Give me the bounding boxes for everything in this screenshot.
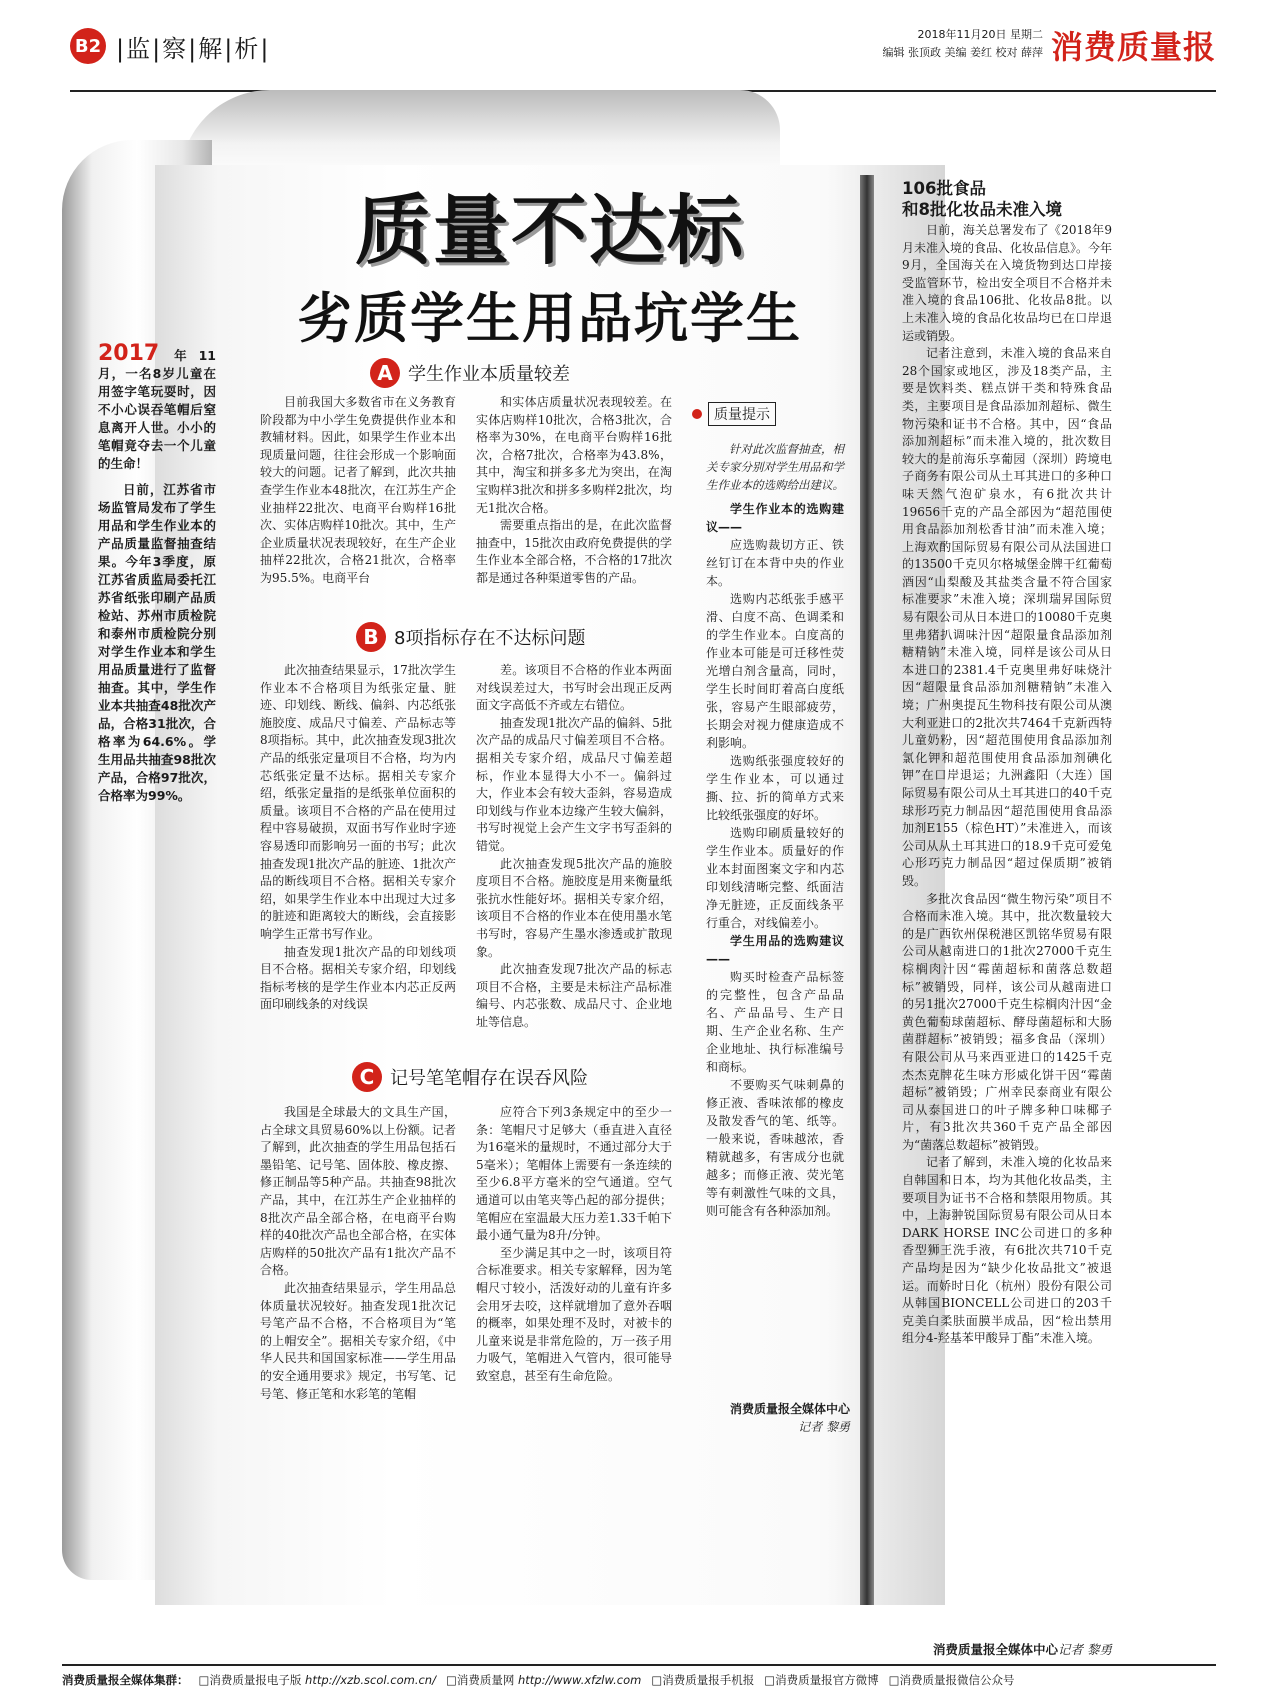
- section-c-col-1: [260, 1104, 456, 1403]
- section-b-text-4: 抽查发现1批次产品的偏斜、5批次产品的成品尺寸偏差项目不合格。据相关专家介绍，成品尺寸偏差超标，作业本显得大小不一。偏斜过大，作业本会有较大歪斜，容易造成印划线与作业本边缘产生较大偏斜，书写时视觉上会产生文字书写歪斜的错觉。: [476, 715, 672, 853]
- section-b-text-3: 差。该项目不合格的作业本两面对线误差过大，书写时会出现正反两面文字高低不齐或左右错位。: [476, 663, 672, 713]
- side-text-4: 记者了解到，未准入境的化妆品来自韩国和日本，均为其他化妆品类，主要项目为证书不合格和禁限用物质。其中，上海翀锐国际贸易有限公司从日本DARK HORSE INC公司进口的多种香型狮王洗手液，有6批次共710千克产品均是因为“缺少化妆品批文”被退运。而娇时日化（杭州）股份有限公司从韩国BIONCELL公司进口的203千克美白柔肤面膜半成品，因“检出禁用组分4-羟基苯甲酸异丁酯”未准入境。: [902, 1155, 1112, 1346]
- lead-paragraph-2: 日前，江苏省市场监管局发布了学生用品和学生作业本的产品质量监督抽查结果。今年3季度，原江苏省质监局委托江苏省纸张印刷产品质检站、苏州市质检院和泰州市质检院分别对学生作业本和学生用品质量进行了监督抽查。其中，学生作业本共抽查48批次产品，合格31批次，合格率为64.6%。学生用品共抽查98批次产品，合格97批次，合格率为99%。: [98, 482, 216, 803]
- tips-intro: 针对此次监督抽查，相关专家分别对学生用品和学生作业本的选购给出建议。: [706, 442, 844, 492]
- article-byline: [700, 1400, 850, 1436]
- section-c-heading: [352, 1062, 588, 1092]
- side-title-line-1: 106批食品: [902, 179, 986, 198]
- quality-tips-label: 质量提示: [708, 402, 776, 426]
- section-tag: [70, 28, 270, 64]
- section-b-badge: B: [356, 622, 386, 652]
- tips-text-3: 选购纸张强度较好的学生作业本，可以通过撕、拉、折的简单方式来比较纸张强度的好坏。: [706, 754, 844, 822]
- section-c-badge: C: [352, 1062, 382, 1092]
- tips-subhead-notebook: 学生作业本的选购建议——: [706, 502, 844, 534]
- footer-web-label: □消费质量网: [445, 1673, 515, 1687]
- section-a-title: 学生作业本质量较差: [408, 364, 570, 385]
- section-b-text-6: 此次抽查发现7批次产品的标志项目不合格，主要是未标注产品标准编号、内芯张数、成品尺寸、企业地址等信息。: [476, 962, 672, 1029]
- lead-year: 2017: [98, 341, 160, 366]
- tips-text-4: 选购印刷质量较好的学生作业本。质量好的作业本封面图案文字和内芯印划线清晰完整、纸面洁净无脏迹，正反面线条平行重合，对线偏差小。: [706, 826, 844, 930]
- footer-item-weibo: □消费质量报官方微博: [764, 1673, 879, 1687]
- section-b-col-1: [260, 662, 456, 1014]
- side-article-body: [902, 222, 1112, 1348]
- section-b-text-5: 此次抽查发现5批次产品的施胶度项目不合格。施胶度是用来衡量纸张抗水性能好坏。据相关专家介绍，该项目不合格的作业本在使用墨水笔书写时，容易产生墨水渗透或扩散现象。: [476, 856, 672, 959]
- section-b-text-2: 抽查发现1批次产品的印划线项目不合格。据相关专家介绍，印划线指标考核的是学生作业本内芯正反两面印刷线条的对线误: [260, 944, 456, 1012]
- side-article-byline: [902, 1640, 1112, 1658]
- section-c-text-1: 我国是全球最大的文具生产国，占全球文具贸易60%以上份额。记者了解到，此次抽查的学生用品包括石墨铅笔、记号笔、固体胶、橡皮擦、修正制品等5种产品。共抽查98批次产品，其中，在江苏生产企业抽样的8批次产品全部合格，在电商平台购样的40批次产品也全部合格，在实体店购样的50批次产品有1批次产品不合格。: [260, 1105, 456, 1278]
- lead-text-1: 年11月，一名8岁儿童在用签字笔玩耍时，因不小心误吞笔帽后窒息离开人世。小小的笔帽竟夺去一个儿童的生命！: [98, 348, 216, 471]
- footer-epaper-url: http://xzb.scol.com.cn/: [305, 1673, 436, 1687]
- lead-paragraph-1: [98, 341, 216, 473]
- tips-subhead-supplies: 学生用品的选购建议——: [706, 934, 844, 966]
- section-b-heading: [356, 622, 585, 652]
- side-text-1: 日前，海关总署发布了《2018年9月未准入境的食品、化妆品信息》。今年9月，全国海关在入境货物到达口岸接受监管环节，检出安全项目不合格并未准入境的食品106批、化妆品8批。以上未准入境的食品化妆品均已在口岸退运或销毁。: [902, 223, 1113, 343]
- section-c-text-4: 至少满足其中之一时，该项目符合标准要求。相关专家解释，因为笔帽尺寸较小，活泼好动的儿童有许多会用牙去咬，这样就增加了意外吞咽的概率，如果处理不及时，对被卡的儿童来说是非常危险的，万一孩子用力吸气，笔帽进入气管内，很可能导致窒息，甚至有生命危险。: [476, 1245, 672, 1383]
- footer-item-epaper: [199, 1672, 436, 1688]
- footer-epaper-label: □消费质量报电子版: [198, 1673, 302, 1687]
- section-c-text-2: 此次抽查结果显示，学生用品总体质量状况较好。抽查发现1批次记号笔产品不合格，不合格项目为“笔的上帽安全”。据相关专家介绍，《中华人民共和国国家标准——学生用品的安全通用要求》规定，书写笔、记号笔、修正笔和水彩笔的笔帽: [260, 1280, 456, 1401]
- section-a-badge: A: [370, 358, 400, 388]
- header-right: [883, 22, 1217, 68]
- section-a-text-2: 和实体店质量状况表现较差。在实体店购样10批次，合格3批次，合格率为30%，在电商平台购样16批次，合格7批次，合格率为43.8%，其中，淘宝和拼多多尤为突出，在淘宝购样3批次和拼多多购样2批次，均无1批次合格。: [476, 395, 672, 515]
- side-byline-reporter: 记者 黎勇: [1058, 1642, 1112, 1657]
- bullet-dot-icon: [692, 409, 702, 419]
- tips-text-6: 不要购买气味刺鼻的修正液、香味浓郁的橡皮及散发香气的笔、纸等。一般来说，香味越浓，香精就越多，有害成分也就越多；而修正液、荧光笔等有刺激性气味的文具，则可能含有各种添加剂。: [706, 1078, 844, 1218]
- tips-text-2: 选购内芯纸张手感平滑、白度不高、色调柔和的学生作业本。白度高的作业本可能是可迁移性荧光增白剂含量高，同时，学生长时间盯着高白度纸张，容易产生眼部疲劳，长期会对视力健康造成不利影响。: [706, 592, 844, 750]
- headline-main: 质量不达标: [355, 186, 745, 275]
- side-article-title: [902, 178, 1122, 220]
- page-header: [70, 22, 1216, 92]
- section-a-col-1: [260, 394, 456, 588]
- quality-tips-column: [706, 440, 844, 1220]
- masthead-logo: 消费质量报: [1050, 28, 1216, 66]
- issue-date: 2018年11月20日 星期二: [917, 28, 1043, 41]
- tips-text-1: 应选购裁切方正、铁丝钉订在本背中央的作业本。: [706, 538, 844, 588]
- section-c-text-3: 应符合下列3条规定中的至少一条：笔帽尺寸足够大（垂直进入直径为16毫米的量规时，不通过部分大于5毫米）；笔帽体上需要有一条连续的至少6.8平方毫米的空气通道。空气通道可以由笔夹等凸起的部分提供；笔帽应在室温最大压力差1.33千帕下最小通气量为8升/分钟。: [476, 1105, 672, 1243]
- section-a-text-3: 需要重点指出的是，在此次监督抽查中，15批次由政府免费提供的学生作业本全部合格，不合格的17批次都是通过各种渠道零售的产品。: [476, 518, 672, 585]
- header-meta: [883, 26, 1043, 62]
- side-byline-org: 消费质量报全媒体中心: [933, 1642, 1059, 1657]
- tips-text-5: 购买时检查产品标签的完整性，包含产品品名、产品品号、生产日期、生产企业名称、生产企业地址、执行标准编号和商标。: [706, 970, 844, 1074]
- section-a-heading: [370, 358, 570, 388]
- section-b-title: 8项指标存在不达标问题: [394, 628, 586, 649]
- book-edge: [860, 175, 874, 1605]
- footer-web-url: http://www.xfzlw.com: [518, 1673, 642, 1687]
- quality-tips-heading: [692, 402, 776, 426]
- section-c-col-2: [476, 1104, 672, 1386]
- page-footer: [62, 1664, 1216, 1688]
- byline-org: 消费质量报全媒体中心: [729, 1402, 850, 1416]
- footer-item-wechat: □消费质量报微信公众号: [888, 1673, 1015, 1687]
- editor-credits: 编辑 张顶政 美编 姜红 校对 薛萍: [882, 46, 1043, 59]
- section-b-col-2: [476, 662, 672, 1031]
- section-a-col-2: [476, 394, 672, 588]
- section-b-text-1: 此次抽查结果显示，17批次学生作业本不合格项目为纸张定量、脏迹、印划线、断线、偏斜、内芯纸张施胶度、成品尺寸偏差、产品标志等8项指标。其中，此次抽查发现3批次产品的纸张定量项目不合格，均为内芯纸张定量不达标。据相关专家介绍，纸张定量指的是纸张单位面积的质量。该项目不合格的产品在使用过程中容易破损，双面书写作业时字迹容易透印而影响另一面的书写；此次抽查发现1批次产品的脏迹、1批次产品的断线项目不合格。据相关专家介绍，如果学生作业本中出现过大过多的脏迹和距离较大的断线，会直接影响学生正常书写作业。: [260, 663, 456, 941]
- footer-item-mobile: □消费质量报手机报: [651, 1673, 755, 1687]
- headline-sub: 劣质学生用品坑学生: [298, 287, 802, 350]
- lead-sidebar: [98, 341, 216, 813]
- byline-reporter: 记者 黎勇: [798, 1420, 850, 1434]
- section-name: |监|察|解|析|: [116, 34, 271, 63]
- section-c-title: 记号笔笔帽存在误吞风险: [390, 1068, 588, 1089]
- side-title-line-2: 和8批化妆品未准入境: [902, 200, 1062, 219]
- section-a-text-1: 目前我国大多数省市在义务教育阶段都为中小学生免费提供作业本和教辅材料。因此，如果学生作业本出现质量问题，往往会形成一个影响面较大的问题。记者了解到，此次共抽查学生作业本48批次，在江苏生产企业抽样22批次、电商平台购样16批次、实体店购样10批次。其中，生产企业质量状况表现较好，在生产企业抽样22批次，合格21批次，合格率为95.5%。电商平台: [260, 395, 456, 585]
- side-text-2: 记者注意到，未准入境的食品来自28个国家或地区，涉及18类产品，主要是饮料类、糕点饼干类和特殊食品类，主要项目是食品添加剂超标、微生物污染和证书不合格。其中，因“食品添加剂超标”而未准入境的，批次数目较大的是前海乐享葡园（深圳）跨境电子商务有限公司从土耳其进口的多种口味天然气泡矿泉水，有6批次共计19656千克的产品全部因为“超范围使用食品添加剂松香甘油”而未准入境；上海欢酌国际贸易有限公司从法国进口的13500千克贝尔格城堡金牌干红葡萄酒因“山梨酸及其盐类含量不符合国家标准要求”未准入境；深圳瑞昇国际贸易有限公司从日本进口的10080千克奥里弗猪扒调味汁因“超限量食品添加剂糖精钠”未准入境，同样是该公司从日本进口的2381.4千克奥里弗好味烧汁因“超限量食品添加剂糖精钠”未准入境；广州奥提瓦生物科技有限公司从澳大利亚进口的2批次共7464千克新西特儿童奶粉，因“超范围使用食品添加剂氯化钾和超范围使用食品添加剂碘化钾”在口岸退运；九洲鑫阳（大连）国际贸易有限公司从土耳其进口的40千克球形巧克力制品因“超范围使用食品添加剂E155（棕色HT）”未准进入，而该公司从从土耳其进口的18.9千克可爱兔心形巧克力制品因“超过保质期”被销毁。: [902, 346, 1112, 888]
- footer-label: 消费质量报全媒体集群：: [62, 1673, 189, 1687]
- page-number-badge: B2: [70, 28, 106, 64]
- footer-item-web: [446, 1672, 641, 1688]
- side-text-3: 多批次食品因“微生物污染”项目不合格而未准入境。其中，批次数量较大的是广西钦州保税港区凯铭华贸易有限公司从越南进口的1批次27000千克生棕榈肉汁因“霉菌超标和菌落总数超标”被销毁，同样，该公司从越南进口的另1批次27000千克生棕榈肉汁因“金黄色葡萄球菌超标、酵母菌超标和大肠菌群超标”被销毁；福多食品（深圳）有限公司从马来西亚进口的1425千克杰杰克牌花生味方形威化饼干因“霉菌超标”被销毁；广州幸民泰商业有限公司从泰国进口的叶子牌多种口味椰子片，有3批次共360千克产品全部因为“菌落总数超标”被销毁。: [902, 891, 1112, 1152]
